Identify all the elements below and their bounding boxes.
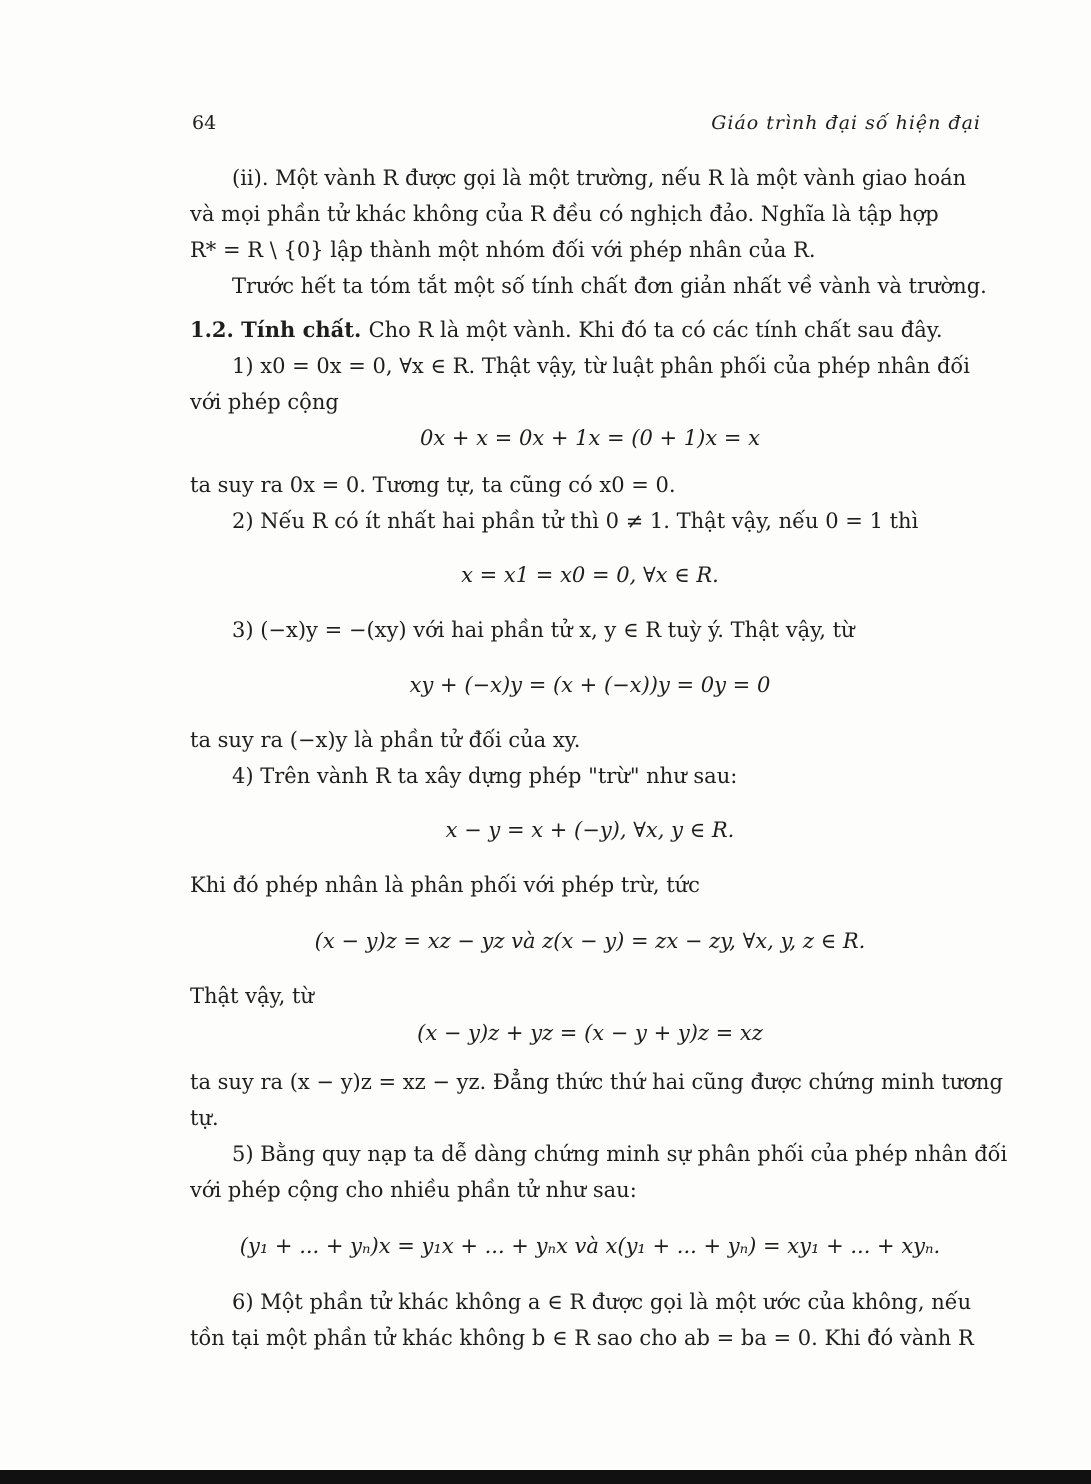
line-text: Trước hết ta tóm tắt một số tính chất đơn giản nhất về vành và trường. bbox=[232, 274, 987, 298]
text-line bbox=[190, 312, 990, 348]
line-text: (x − y)z + yz = (x − y + y)z = xz bbox=[417, 1021, 763, 1045]
display-equation bbox=[190, 667, 990, 703]
line-text: xy + (−x)y = (x + (−x))y = 0y = 0 bbox=[409, 673, 771, 697]
text-line bbox=[190, 196, 990, 232]
line-text: x = x1 = x0 = 0, ∀x ∈ R. bbox=[461, 563, 719, 587]
line-text: 3) (−x)y = −(xy) với hai phần tử x, y ∈ R tuỳ ý. Thật vậy, từ bbox=[232, 618, 855, 642]
text-line bbox=[232, 160, 990, 196]
line-text: tự. bbox=[190, 1106, 219, 1130]
text-line bbox=[232, 503, 990, 539]
line-text: 2) Nếu R có ít nhất hai phần tử thì 0 ≠ 1. Thật vậy, nếu 0 = 1 thì bbox=[232, 509, 919, 533]
line-text: x − y = x + (−y), ∀x, y ∈ R. bbox=[445, 818, 735, 842]
line-text: (x − y)z = xz − yz và z(x − y) = zx − zy, ∀x, y, z ∈ R. bbox=[314, 929, 866, 953]
text-line bbox=[232, 612, 990, 648]
text-line bbox=[190, 232, 990, 268]
text-line bbox=[190, 978, 990, 1014]
display-equation bbox=[190, 812, 990, 848]
line-text: (y₁ + ... + yₙ)x = y₁x + ... + yₙx và x(y₁ + ... + yₙ) = xy₁ + ... + xyₙ. bbox=[239, 1234, 941, 1258]
line-text: Cho R là một vành. Khi đó ta có các tính chất sau đây. bbox=[368, 318, 943, 342]
line-text: (ii). Một vành R được gọi là một trường, nếu R là một vành giao hoán bbox=[232, 166, 967, 190]
text-line bbox=[232, 268, 990, 304]
line-text: ta suy ra (−x)y là phần tử đối của xy. bbox=[190, 728, 581, 752]
display-equation bbox=[190, 923, 990, 959]
display-equation bbox=[190, 420, 990, 456]
text-line bbox=[190, 1064, 1003, 1100]
text-line bbox=[190, 1320, 990, 1356]
section-heading: 1.2. Tính chất. bbox=[190, 317, 369, 342]
line-text: 5) Bằng quy nạp ta dễ dàng chứng minh sự phân phối của phép nhân đối bbox=[232, 1142, 1008, 1166]
line-text: 6) Một phần tử khác không a ∈ R được gọi là một ước của không, nếu bbox=[232, 1290, 972, 1314]
scan-bottom-edge bbox=[0, 1470, 1091, 1484]
line-text: ta suy ra 0x = 0. Tương tự, ta cũng có x0 = 0. bbox=[190, 473, 676, 497]
line-text: Khi đó phép nhân là phân phối với phép trừ, tức bbox=[190, 873, 700, 897]
line-text: Thật vậy, từ bbox=[190, 984, 314, 1008]
text-line bbox=[232, 1136, 1008, 1172]
line-text: với phép cộng cho nhiều phần tử như sau: bbox=[190, 1178, 637, 1202]
text-line bbox=[232, 1284, 990, 1320]
line-text: ta suy ra (x − y)z = xz − yz. Đẳng thức thứ hai cũng được chứng minh tương bbox=[190, 1070, 1003, 1094]
line-text: 1) x0 = 0x = 0, ∀x ∈ R. Thật vậy, từ luật phân phối của phép nhân đối bbox=[232, 354, 970, 378]
text-line bbox=[190, 1100, 990, 1136]
line-text: R* = R \ {0} lập thành một nhóm đối với phép nhân của R. bbox=[190, 238, 816, 262]
line-text: 4) Trên vành R ta xây dựng phép "trừ" như sau: bbox=[232, 764, 738, 788]
text-line bbox=[190, 867, 990, 903]
display-equation bbox=[190, 557, 990, 593]
display-equation bbox=[190, 1228, 990, 1264]
line-text: 0x + x = 0x + 1x = (0 + 1)x = x bbox=[420, 426, 760, 450]
text-line bbox=[232, 758, 990, 794]
line-text: và mọi phần tử khác không của R đều có nghịch đảo. Nghĩa là tập hợp bbox=[190, 202, 939, 226]
running-header-title: Giáo trình đại số hiện đại bbox=[711, 112, 981, 134]
text-line bbox=[190, 1172, 990, 1208]
text-line bbox=[232, 348, 990, 384]
text-line bbox=[190, 722, 990, 758]
page-number: 64 bbox=[192, 112, 217, 134]
display-equation bbox=[190, 1015, 990, 1051]
text-line bbox=[190, 384, 990, 420]
line-text: với phép cộng bbox=[190, 390, 339, 414]
text-line bbox=[190, 467, 990, 503]
line-text: tồn tại một phần tử khác không b ∈ R sao cho ab = ba = 0. Khi đó vành R bbox=[190, 1326, 974, 1350]
